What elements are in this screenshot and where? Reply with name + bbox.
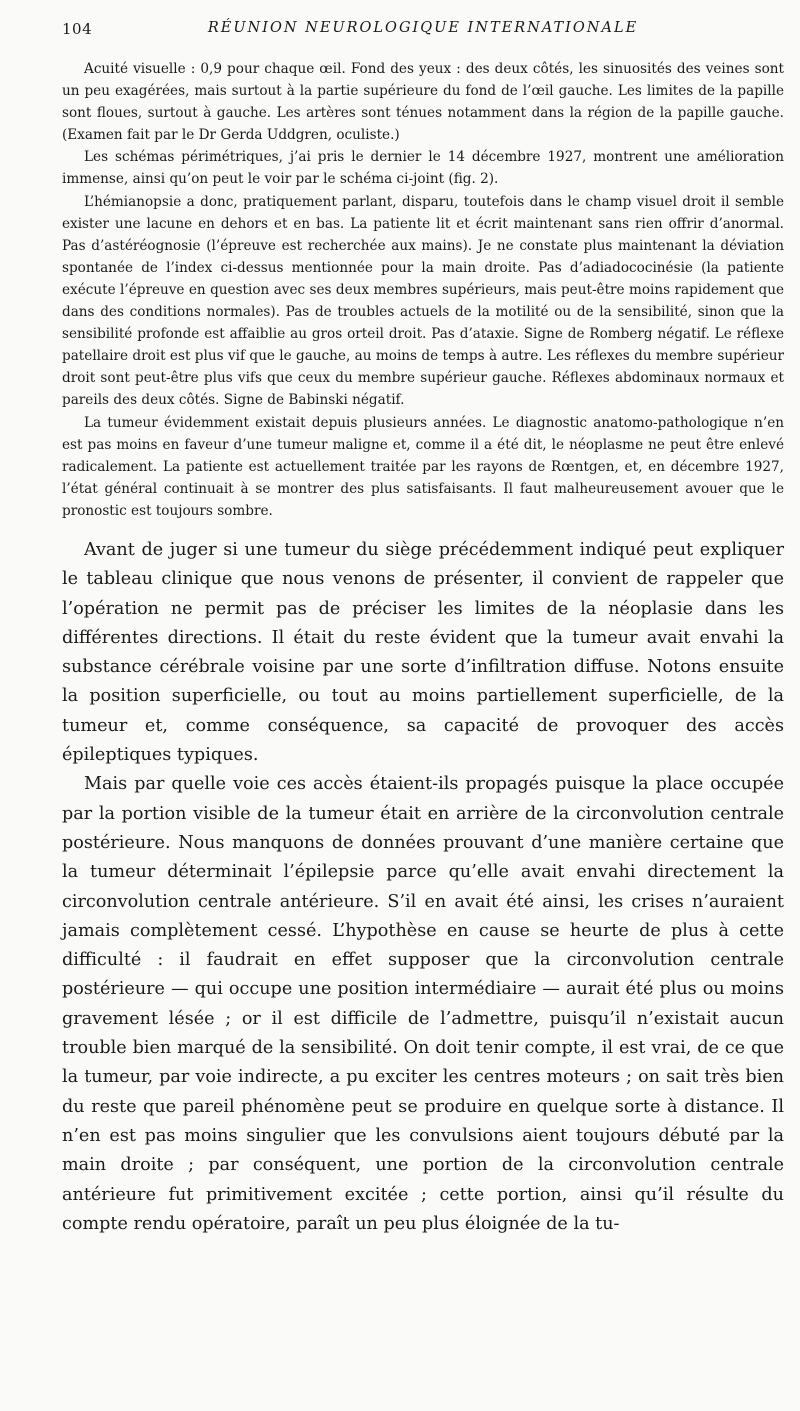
- paragraph: Acuité visuelle : 0,9 pour chaque œil. Fond des yeux : des deux côtés, les sinuosités des veines sont un peu exagérées, mais surtout à la partie supérieure du fond de l’œil gauche. Les limites de la papille sont floues, surtout à gauche. Les artères sont ténues notamment dans la région de la papille gauche. (Examen fait par le Dr Gerda Uddgren, oculiste.): [62, 61, 784, 144]
- paragraph: Mais par quelle voie ces accès étaient-ils propagés puisque la place occupée par la portion visible de la tumeur était en arrière de la circonvolution centrale postérieure. Nous manquons de données prouvant d’une manière certaine que la tumeur déterminait l’épilepsie parce qu’elle avait envahi directement la circonvolution centrale antérieure. S’il en avait été ainsi, les crises n’auraient jamais complètement cessé. L’hypothèse en cause se heurte de plus à cette difficulté : il faudrait en effet supposer que la circonvolution centrale postérieure — qui occupe une position intermédiaire — aurait été plus ou moins gravement lésée ; or il est difficile de l’admettre, puisqu’il n’existait aucun trouble bien marqué de la sensibilité. On doit tenir compte, il est vrai, de ce que la tumeur, par voie indirecte, a pu exciter les centres moteurs ; on sait très bien du reste que pareil phénomène peut se produire en quelque sorte à distance. Il n’en est pas moins singulier que les convulsions aient toujours débuté par la main droite ; par conséquent, une portion de la circonvolution centrale antérieure fut primitivement excitée ; cette portion, ainsi qu’il résulte du compte rendu opératoire, paraît un peu plus éloignée de la tu-: [62, 774, 784, 1234]
- paragraph: Les schémas périmétriques, j’ai pris le dernier le 14 décembre 1927, montrent une amélioration immense, ainsi qu’on peut le voir par le schéma ci-joint (fig. 2).: [62, 149, 784, 188]
- page-number: 104: [62, 20, 93, 38]
- running-title: RÉUNION NEUROLOGIQUE INTERNATIONALE: [207, 20, 639, 36]
- page: [62, 20, 784, 1239]
- paragraph: La tumeur évidemment existait depuis plusieurs années. Le diagnostic anatomo-pathologique n’en est pas moins en faveur d’une tumeur maligne et, comme il a été dit, le néoplasme ne peut être enlevé radicalement. La patiente est actuellement traitée par les rayons de Rœntgen, et, en décembre 1927, l’état général continuait à se montrer des plus satisfaisants. Il faut malheureusement avouer que le pronostic est toujours sombre.: [62, 414, 784, 519]
- clinical-notes: [62, 58, 784, 522]
- discussion: [62, 536, 784, 1239]
- paragraph: L’hémianopsie a donc, pratiquement parlant, disparu, toutefois dans le champ visuel droit il semble exister une lacune en dehors et en bas. La patiente lit et écrit maintenant sans rien offrir d’anormal. Pas d’astéréognosie (l’épreuve est recherchée aux mains). Je ne constate plus maintenant la déviation spontanée de l’index ci-dessus mentionnée pour la main droite. Pas d’adiadococinésie (la patiente exécute l’épreuve en question avec ses deux membres supérieurs, mais peut-être moins rapidement que dans des conditions normales). Pas de troubles actuels de la motilité ou de la sensibilité, sinon que la sensibilité profonde est affaiblie au gros orteil droit. Pas d’ataxie. Signe de Romberg négatif. Le réflexe patellaire droit est plus vif que le gauche, au moins de temps à autre. Les réflexes du membre supérieur droit sont peut-être plus vifs que ceux du membre supérieur gauche. Réflexes abdominaux normaux et pareils des deux côtés. Signe de Babinski négatif.: [62, 193, 784, 409]
- paragraph: Avant de juger si une tumeur du siège précédemment indiqué peut expliquer le tableau clinique que nous venons de présenter, il convient de rappeler que l’opération ne permit pas de préciser les limites de la néoplasie dans les différentes directions. Il était du reste évident que la tumeur avait envahi la substance cérébrale voisine par une sorte d’infiltration diffuse. Notons ensuite la position superficielle, ou tout au moins partiellement superficielle, de la tumeur et, comme conséquence, sa capacité de provoquer des accès épileptiques typiques.: [62, 539, 784, 766]
- page-header: [62, 20, 784, 44]
